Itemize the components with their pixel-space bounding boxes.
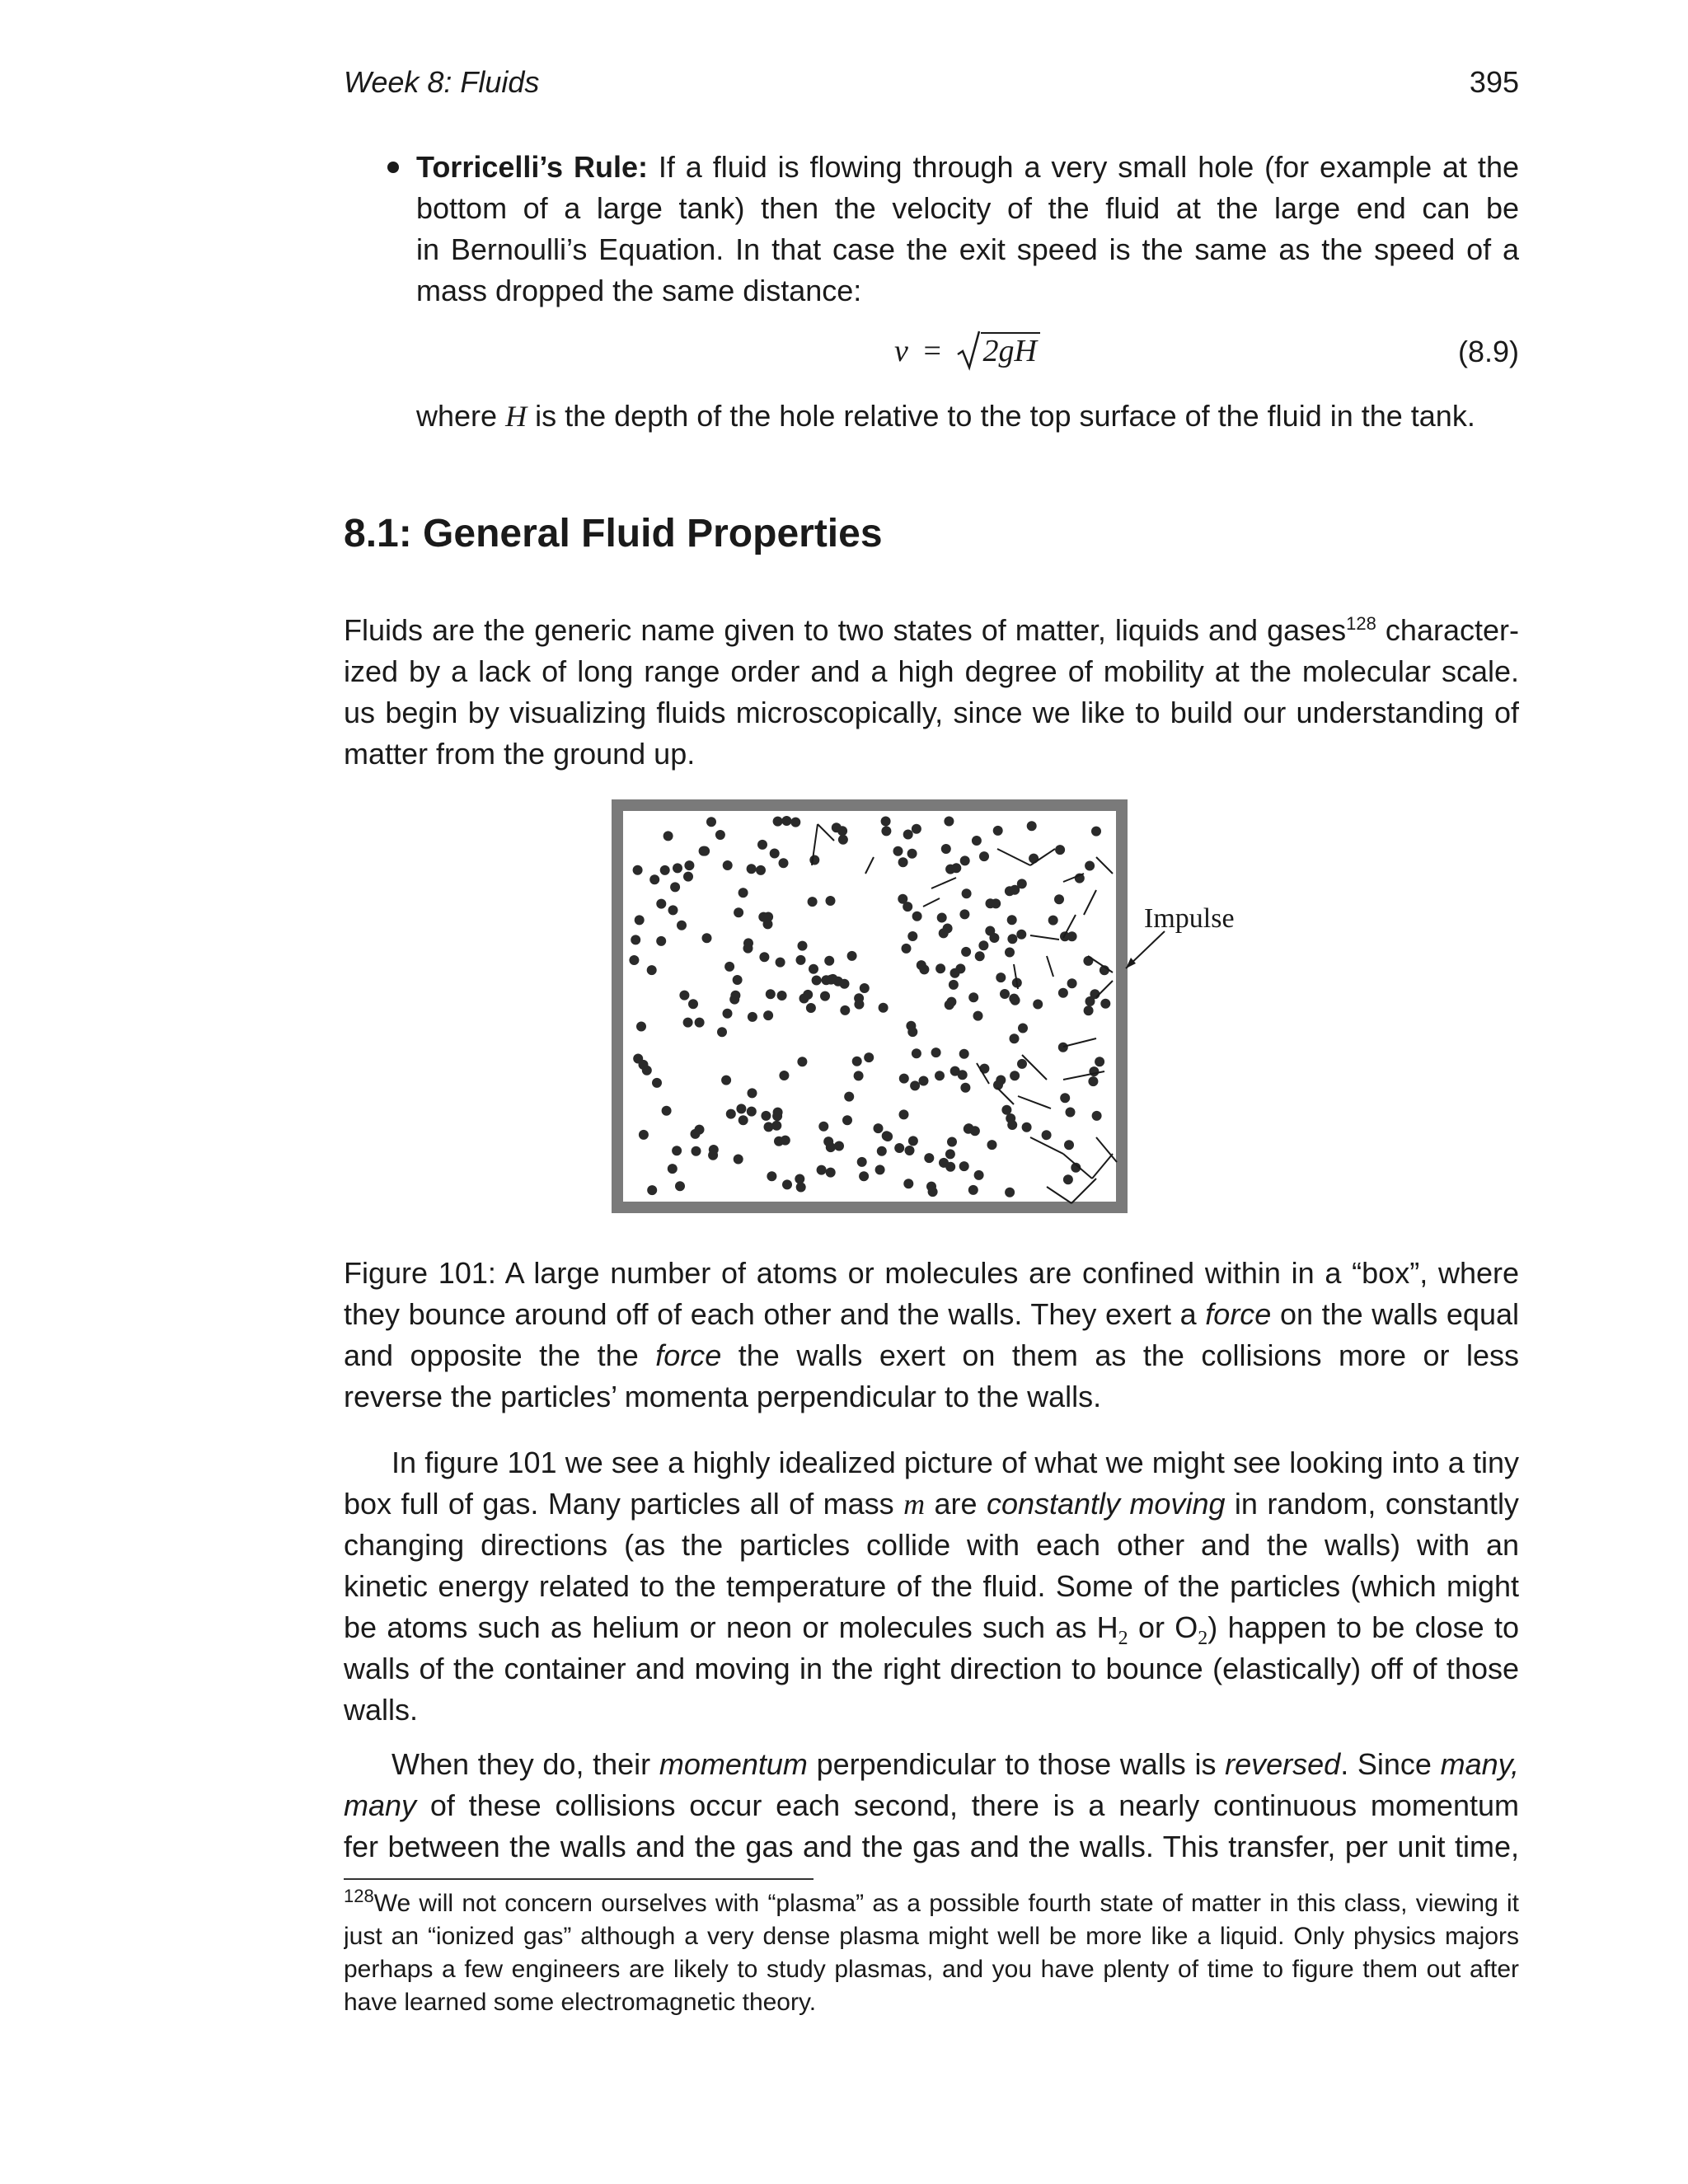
particle	[652, 1078, 662, 1088]
particle	[809, 964, 818, 974]
particle	[708, 1151, 718, 1160]
particle	[945, 1000, 954, 1010]
particle	[987, 1140, 997, 1150]
particle	[919, 964, 929, 974]
particle	[779, 858, 789, 868]
particle	[1084, 1005, 1094, 1015]
particle	[806, 1003, 816, 1013]
particle	[729, 995, 739, 1005]
particle	[692, 1146, 701, 1156]
particle	[1085, 861, 1095, 871]
particle	[838, 835, 848, 845]
particle	[734, 1155, 743, 1165]
particle	[959, 1049, 969, 1059]
particle	[777, 991, 787, 1001]
particle	[950, 968, 960, 978]
equation-number: (8.9)	[1457, 335, 1519, 368]
particle	[840, 979, 850, 989]
particle	[633, 865, 643, 875]
particle	[828, 974, 838, 984]
particle	[820, 991, 830, 1001]
bullet-icon	[387, 162, 399, 173]
particle	[935, 1071, 945, 1080]
particle	[772, 1111, 782, 1121]
bullet-where-line: where H is the depth of the hole relative to the top surface of the fluid in the tank.	[416, 399, 1475, 433]
particle	[699, 846, 709, 856]
particle	[747, 1107, 757, 1117]
particle	[926, 1182, 936, 1192]
particle	[715, 830, 725, 840]
particle	[970, 1126, 980, 1136]
particle	[912, 912, 922, 921]
particle	[903, 1179, 913, 1188]
particle	[899, 1109, 909, 1119]
particle	[1066, 1108, 1076, 1118]
particle	[684, 860, 694, 870]
particle	[968, 1185, 978, 1195]
particle	[837, 826, 847, 836]
particle	[960, 1083, 970, 1093]
particle	[826, 896, 836, 906]
particle	[898, 894, 907, 904]
footnote-mark: 128	[344, 1887, 374, 1906]
particle	[903, 830, 913, 840]
particle	[826, 1142, 836, 1152]
particle	[875, 1165, 885, 1174]
particle	[974, 1170, 984, 1180]
particle	[943, 924, 953, 934]
particle	[898, 857, 908, 867]
particle	[1001, 1105, 1011, 1115]
para1-line-6: walls of the container and moving in the right direction to bounce (elastically) off of those	[344, 1652, 1519, 1685]
particle	[743, 944, 753, 954]
particle	[695, 1018, 705, 1028]
particle	[738, 1115, 748, 1125]
impulse-label: Impulse	[1144, 903, 1235, 934]
particle	[842, 1115, 852, 1125]
particle	[656, 899, 666, 909]
particle	[991, 898, 1001, 908]
particle	[826, 1168, 836, 1178]
particle	[905, 1146, 915, 1155]
particle	[747, 864, 757, 874]
particle	[1010, 1071, 1020, 1080]
particle	[962, 888, 972, 898]
particle	[881, 826, 891, 836]
particle	[874, 1123, 884, 1133]
particle	[931, 1047, 941, 1057]
particle	[979, 1064, 989, 1074]
particle	[996, 1076, 1006, 1085]
particle	[959, 1161, 969, 1171]
particle	[631, 935, 640, 944]
particle	[854, 1000, 864, 1010]
particle	[1054, 894, 1064, 904]
particle	[968, 992, 978, 1002]
particle	[975, 951, 985, 961]
particle	[818, 1122, 828, 1132]
particle	[912, 1048, 921, 1058]
particle	[961, 947, 971, 957]
particle	[1083, 956, 1093, 966]
particle	[817, 1165, 827, 1175]
particle	[721, 1076, 731, 1085]
particle	[677, 921, 687, 930]
particle	[1029, 854, 1039, 864]
particle	[1016, 930, 1026, 940]
particle	[808, 897, 818, 907]
particle	[978, 940, 988, 950]
particle	[798, 941, 808, 951]
particle	[717, 1027, 727, 1037]
particle	[683, 872, 693, 882]
bullet-line-4: mass dropped the same distance:	[416, 274, 862, 307]
particle	[924, 1153, 934, 1163]
particle	[663, 831, 673, 841]
particle	[647, 965, 657, 975]
particle	[1033, 1000, 1043, 1010]
para1-line-7: walls.	[344, 1693, 419, 1727]
particle	[764, 1122, 774, 1132]
particle	[695, 1125, 705, 1135]
particle	[945, 865, 955, 874]
particle	[812, 976, 822, 986]
particle	[883, 1132, 893, 1141]
para2-line-2: many of these collisions occur each second, there is a nearly continuous momentum	[344, 1788, 1519, 1822]
particle	[790, 818, 800, 827]
particle	[763, 1010, 773, 1020]
particle	[756, 865, 766, 875]
particle	[1064, 1140, 1074, 1150]
particle	[675, 1181, 685, 1191]
particle	[1095, 1057, 1104, 1066]
section-title: 8.1: General Fluid Properties	[344, 512, 883, 555]
particle	[1092, 1111, 1102, 1121]
caption-line-3: and opposite the the force the walls exert on them as the collisions more or less	[344, 1338, 1519, 1372]
particle	[1091, 827, 1101, 837]
particle	[1022, 1122, 1032, 1132]
particle	[702, 933, 712, 943]
particle	[1060, 1093, 1070, 1103]
particle	[809, 855, 819, 865]
particle	[1005, 1188, 1015, 1197]
para1-line-5: be atoms such as helium or neon or molecules such as $H_2$ or $O_2$) happen to be close to	[344, 1610, 1519, 1648]
particle	[1017, 1059, 1027, 1069]
particle	[960, 855, 970, 865]
particle	[673, 863, 682, 873]
particle	[1027, 821, 1037, 831]
particle	[773, 817, 783, 827]
particle	[1018, 1024, 1028, 1033]
particle	[796, 955, 806, 965]
particle	[844, 1092, 854, 1102]
particle	[1007, 1120, 1017, 1130]
particle	[993, 826, 1003, 836]
particle	[706, 817, 716, 827]
bullet-line-1: Torricelli’s Rule: If a fluid is flowing through a very small hole (for example at the	[416, 150, 1519, 184]
particle	[949, 980, 959, 990]
particle	[1048, 916, 1058, 926]
particle	[639, 1130, 649, 1140]
particle	[688, 999, 698, 1009]
particle	[902, 944, 912, 954]
particle	[629, 955, 639, 965]
particle	[1007, 915, 1017, 925]
sqrt-icon	[956, 330, 981, 371]
particle	[668, 905, 678, 915]
particle	[803, 990, 813, 1000]
particle	[1005, 948, 1015, 958]
particle	[668, 1164, 678, 1174]
particle	[879, 1003, 889, 1013]
caption-line-4: reverse the particles’ momenta perpendicular to the walls.	[344, 1380, 1102, 1413]
para1-line-1: In figure 101 we see a highly idealized picture of what we might see looking into a tiny	[392, 1446, 1519, 1479]
particle	[660, 865, 670, 875]
particle	[726, 1109, 736, 1119]
particle	[672, 1146, 682, 1155]
particle	[776, 958, 785, 968]
particle	[662, 1106, 672, 1116]
particle	[636, 1022, 646, 1032]
particle	[864, 1052, 874, 1062]
particle	[919, 1076, 929, 1086]
particle	[1010, 1033, 1020, 1043]
particle	[761, 1111, 771, 1121]
particle	[947, 1137, 957, 1147]
particle	[910, 1080, 920, 1090]
particle	[647, 1185, 657, 1195]
intro-line-3: us begin by visualizing fluids microscopically, since we like to build our understanding of	[344, 696, 1519, 729]
particle	[979, 851, 989, 861]
particle	[877, 1146, 887, 1156]
particle	[1088, 1076, 1098, 1086]
particle	[907, 931, 917, 941]
footnote-line-1: $^{128}$We will not concern ourselves with “plasma” as a possible fourth state of matter in this class, viewing it	[344, 1887, 1519, 1917]
particle	[782, 1179, 792, 1189]
footnote-rule	[344, 1878, 814, 1880]
particle	[635, 915, 645, 925]
particle	[847, 951, 857, 961]
footnote-ref[interactable]: 128	[1346, 613, 1376, 634]
para2-line-1: When they do, their momentum perpendicular to those walls is reversed. Since many,	[392, 1747, 1519, 1781]
particle	[797, 1057, 807, 1066]
particle	[758, 912, 768, 922]
particle	[894, 1143, 904, 1153]
page-number: 395	[1469, 65, 1519, 99]
particle	[1000, 989, 1010, 999]
particle	[854, 1071, 864, 1080]
particle	[1010, 885, 1020, 895]
particle	[840, 1005, 850, 1015]
particle	[757, 840, 767, 850]
particle	[779, 1071, 789, 1080]
particle	[770, 849, 780, 859]
bullet-line-3: in Bernoulli’s Equation. In that case the exit speed is the same as the speed of a	[416, 232, 1519, 266]
particle	[907, 1027, 917, 1037]
particle	[670, 882, 680, 892]
footnote-line-2: just an “ionized gas” although a very dense plasma might well be more like a liquid. Only physics majors	[344, 1923, 1519, 1950]
particle	[1085, 996, 1095, 1006]
para1-line-3: changing directions (as the particles collide with each other and the walls) with an	[344, 1528, 1519, 1562]
particle	[683, 1018, 693, 1028]
running-header-title: Week 8: Fluids	[344, 65, 540, 99]
particle	[958, 1070, 968, 1080]
particle	[834, 1141, 844, 1151]
equation-torricelli: v = 2gH	[894, 328, 1040, 374]
particle	[1058, 1043, 1068, 1052]
particle	[944, 817, 954, 827]
particle	[907, 849, 917, 859]
particle	[748, 1088, 757, 1098]
intro-line-2: ized by a lack of long range order and a high degree of mobility at the molecular scale.	[344, 654, 1519, 688]
particle	[642, 1066, 652, 1076]
para1-line-2: box full of gas. Many particles all of mass m are constantly moving in random, constantly	[344, 1487, 1519, 1521]
particle	[912, 824, 921, 834]
particle	[937, 913, 947, 923]
bullet-line-2: bottom of a large tank) then the velocity of the fluid at the large end can be	[416, 191, 1519, 225]
particle	[899, 1074, 909, 1084]
particle	[795, 1174, 804, 1184]
particle	[1055, 845, 1065, 855]
caption-line-2: they bounce around off of each other and the walls. They exert a force on the walls equal	[344, 1297, 1519, 1331]
footnote-line-4: have learned some electromagnetic theory.	[344, 1989, 817, 2016]
particle	[733, 975, 743, 985]
particle	[973, 1011, 983, 1021]
particle	[766, 989, 776, 999]
particle	[1067, 978, 1077, 988]
particle	[738, 888, 748, 898]
particle	[972, 836, 982, 846]
particle	[1042, 1130, 1052, 1140]
particle	[723, 860, 733, 870]
particle	[759, 952, 769, 962]
particle	[857, 1157, 867, 1167]
particle	[908, 1136, 918, 1146]
particle	[748, 1012, 757, 1022]
intro-line-4: matter from the ground up.	[344, 737, 696, 771]
particle	[935, 963, 945, 973]
para2-line-3: fer between the walls and the gas and the gas and the walls. This transfer, per unit time,	[344, 1830, 1519, 1863]
particle	[724, 962, 734, 972]
particle	[679, 991, 689, 1001]
intro-line-1: Fluids are the generic name given to two states of matter, liquids and gases$^{128}$ character-	[344, 613, 1519, 647]
particle	[649, 874, 659, 884]
particle	[824, 956, 834, 966]
particle	[1007, 934, 1017, 944]
particle	[734, 907, 743, 917]
particle	[781, 816, 791, 826]
footnote-line-3: perhaps a few engineers are likely to study plasmas, and you have plenty of time to figure them out after	[344, 1956, 1519, 1983]
particle	[989, 933, 999, 943]
particle	[736, 1104, 746, 1113]
particle	[723, 1009, 733, 1019]
figure-gas-box	[602, 791, 1245, 1220]
particle	[893, 846, 903, 856]
particle	[1058, 988, 1068, 998]
particle	[959, 909, 969, 919]
particle	[996, 972, 1006, 982]
particle	[852, 1057, 862, 1066]
particle	[860, 983, 870, 993]
particle	[767, 1171, 776, 1181]
particle	[656, 936, 666, 946]
particle	[1063, 1174, 1073, 1184]
caption-line-1: Figure 101: A large number of atoms or molecules are confined within in a “box”, where	[344, 1256, 1519, 1290]
particle	[941, 844, 951, 854]
para1-line-4: kinetic energy related to the temperature of the fluid. Some of the particles (which might	[344, 1569, 1519, 1603]
particle	[859, 1171, 869, 1181]
particle	[781, 1136, 790, 1146]
particle	[945, 1149, 955, 1159]
particle	[881, 817, 891, 827]
particle	[1100, 999, 1110, 1009]
particle	[945, 1162, 955, 1172]
particle	[1010, 996, 1020, 1005]
